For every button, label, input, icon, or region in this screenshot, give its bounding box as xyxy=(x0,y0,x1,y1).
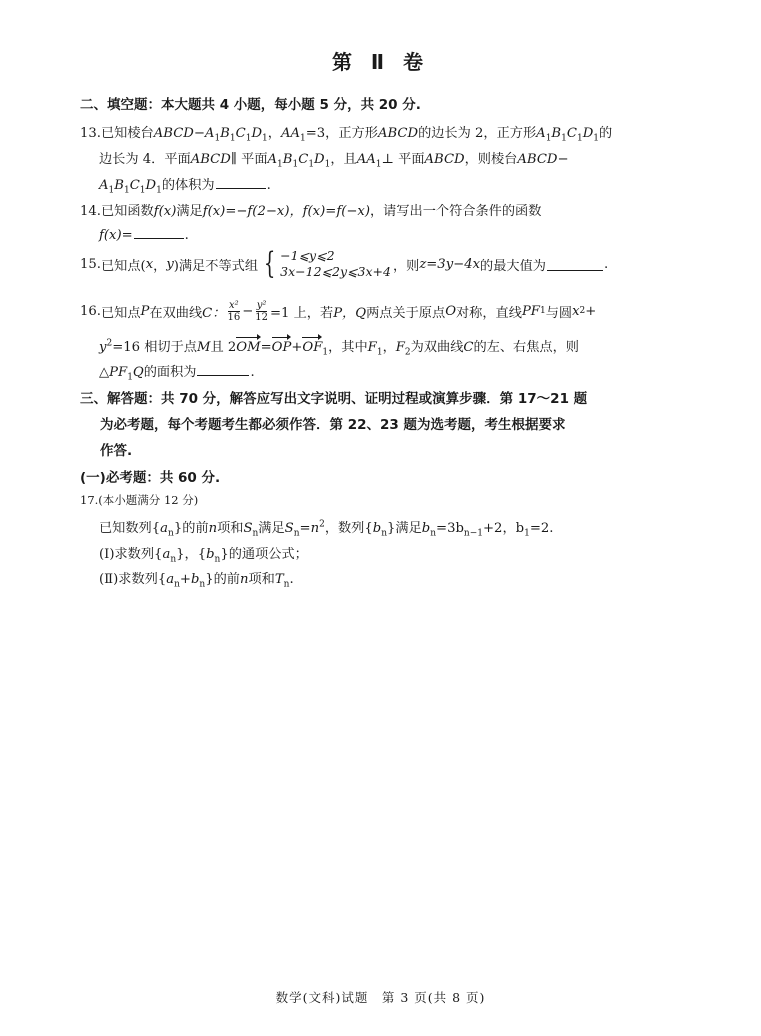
question-number: 14. xyxy=(80,204,101,219)
question-16-line-1: 16. 已知点 P 在双曲线 C： $\frac{\text{x²}}{16}$ − $\frac{\text{y²}}{12}$ =1 上，若 P，Q 两点关于原点 O 对称，直线 PF 1 与圆 x 2 + xyxy=(80,299,597,323)
inequality-system: { −1⩽y⩽2 3x−12⩽2y⩽3x+4 xyxy=(263,246,391,281)
answer-blank[interactable] xyxy=(547,258,603,271)
page-title: 第 Ⅱ 卷 xyxy=(331,50,430,74)
question-16-line-3: $\triangle PF_1Q$的面积为 . xyxy=(99,365,255,383)
question-number: 16. xyxy=(80,303,101,319)
answer-blank[interactable] xyxy=(134,226,184,239)
question-number: 15. xyxy=(80,256,101,272)
answer-blank[interactable] xyxy=(216,176,266,189)
page-footer: 数学(文科)试题 第 3 页(共 8 页) xyxy=(275,990,486,1005)
question-17-part-1: (Ⅰ)求数列$\{a_n\}$，$\{b_n\}$的通项公式； xyxy=(99,547,308,565)
question-13-line-1: 13.已知棱台$ABCD-A_1B_1C_1D_1$，$AA_1=3$，正方形ABCD的边长为 2，正方形$A_1B_1C_1D_1$的 xyxy=(80,126,613,144)
vector-om: OM xyxy=(236,340,261,355)
question-17-part-2: (Ⅱ)求数列$\{a_n+b_n\}$的前n项和$T_n$. xyxy=(99,572,294,590)
question-16-line-2: $y^2=16$ 相切于点M且 $2OM=OP+OF_1$，其中$F_1$，$F_2$为双曲线C的左、右焦点，则 xyxy=(99,338,579,358)
section-fill-in-header: 二、填空题：本大题共 4 小题，每小题 5 分，共 20 分. xyxy=(80,97,421,113)
vector-op: OP xyxy=(271,340,292,355)
brace-symbol: { xyxy=(263,246,276,281)
question-13-line-2: 边长为 4．平面ABCD∥ 平面$A_1B_1C_1D_1$，且$AA_1\perp$ 平面ABCD，则棱台ABCD− xyxy=(99,152,569,170)
question-14-line-2: f(x)= . xyxy=(99,228,189,243)
question-15: 15. 已知点( x ， y )满足不等式组 { −1⩽y⩽2 3x−12⩽2y⩽3x+4 ，则 z=3y−4x 的最大值为 . xyxy=(80,246,609,281)
fraction: $\frac{\text{x²}}{16}$ xyxy=(227,299,241,323)
required-questions-header: (一)必考题：共 60 分. xyxy=(80,470,221,486)
section-solution-header: 三、解答题：共 70 分，解答应写出文字说明、证明过程或演算步骤．第 17～21 题 为必考题，每个考题考生都必须作答．第 22、23 题为选考题，考生根据要求 作答. xyxy=(80,391,588,459)
question-17-header: 17.(本小题满分 12 分) xyxy=(80,493,199,507)
question-17-stem: 已知数列$\{a_n\}$的前n项和$S_n$满足$S_n=n^2$，数列$\{b_n\}$满足$b_n=3b_{n-1}+2$，$b_1=2$. xyxy=(99,519,554,539)
answer-blank[interactable] xyxy=(197,363,249,376)
question-number: 13. xyxy=(80,126,101,141)
vector-of: OF xyxy=(302,340,323,355)
question-14-line-1: 14.已知函数f(x)满足f(x)=−f(2−x)，f(x)=f(−x)，请写出一个符合条件的函数 xyxy=(80,204,542,219)
question-13-line-3: $A_1B_1C_1D_1$的体积为 . xyxy=(99,178,271,196)
fraction: $\frac{\text{y²}}{12}$ xyxy=(255,299,268,323)
question-number: 17. xyxy=(80,493,99,507)
